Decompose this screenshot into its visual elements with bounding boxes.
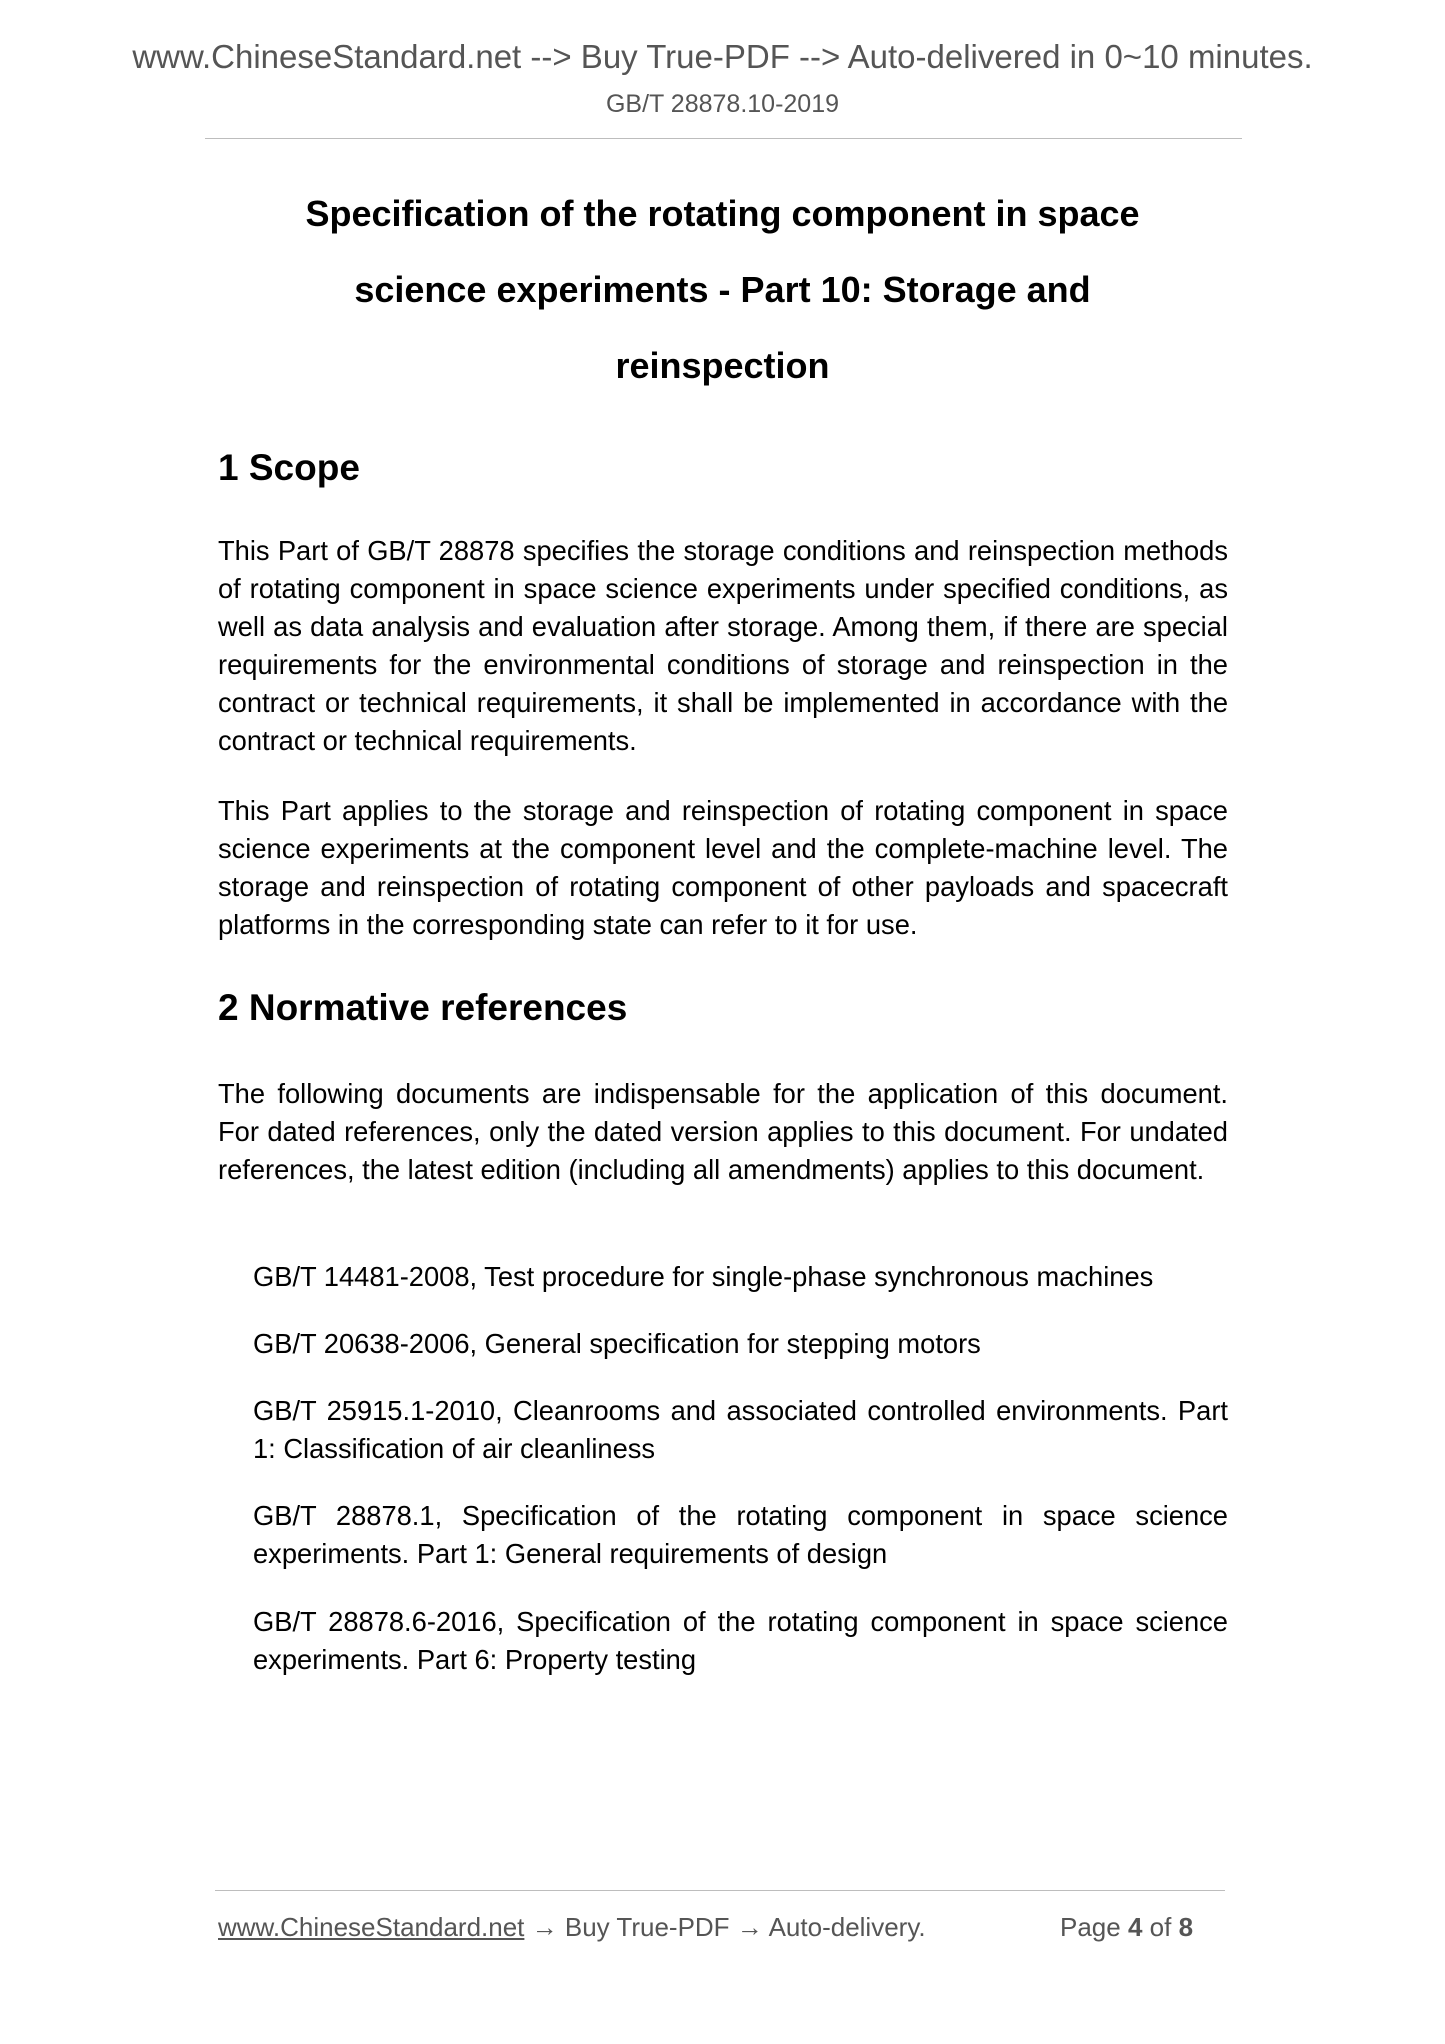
scope-paragraph-1: This Part of GB/T 28878 specifies the storage conditions and reinspection methods of rotating component in space science experiments under specified conditions, as well as data analysis and evaluation after storage. Among them, if there are special requirements for the environmental conditions of storage and reinspection in the contract or technical requirements, it shall be implemented in accordance with the contract or technical requirements.	[218, 535, 1228, 756]
page-current-number: 4	[1127, 1912, 1143, 1942]
footer-delivery-text: Auto-delivery.	[768, 1912, 926, 1942]
title-line-1: Specification of the rotating component in space	[305, 193, 1140, 234]
footer-buy-text: Buy True-PDF	[564, 1912, 730, 1942]
header-divider	[205, 138, 1242, 139]
footer-arrow: →	[729, 1912, 769, 1942]
title-line-2: science experiments - Part 10: Storage and	[354, 269, 1091, 310]
header-banner: www.ChineseStandard.net --> Buy True-PDF --> Auto-delivered in 0~10 minutes.	[132, 38, 1313, 75]
scope-paragraph-2: This Part applies to the storage and reinspection of rotating component in space science experiments at the component level and the complete-machine level. The storage and reinspection of rotating component of other payloads and spacecraft platforms in the corresponding state can refer to it for use.	[218, 795, 1228, 940]
page-label: Page	[1060, 1912, 1121, 1942]
footer-promo	[218, 1912, 926, 1943]
references-intro-paragraph: The following documents are indispensable for the application of this document. For dated references, only the dated version applies to this document. For undated references, the latest edition (including all amendments) applies to this document.	[218, 1078, 1228, 1185]
reference-item: GB/T 25915.1-2010, Cleanrooms and associated controlled environments. Part 1: Classification of air cleanliness	[253, 1395, 1228, 1464]
reference-item: GB/T 28878.1, Specification of the rotating component in space science experiments. Part 1: General requirements of design	[253, 1500, 1228, 1569]
title-line-3: reinspection	[615, 345, 830, 386]
section-heading-scope: 1 Scope	[218, 447, 360, 488]
footer-arrow: →	[524, 1912, 565, 1942]
header-standard-number: GB/T 28878.10-2019	[605, 90, 840, 118]
reference-item: GB/T 14481-2008, Test procedure for single-phase synchronous machines	[253, 1261, 1154, 1292]
document-title	[200, 176, 1245, 404]
page-indicator	[1060, 1912, 1193, 1943]
footer-site-link[interactable]: www.ChineseStandard.net	[218, 1912, 525, 1942]
footer-divider	[215, 1890, 1225, 1891]
page-of-label: of	[1149, 1912, 1172, 1942]
section-heading-normative-references: 2 Normative references	[218, 987, 628, 1028]
reference-item: GB/T 28878.6-2016, Specification of the rotating component in space science experiments. Part 6: Property testing	[253, 1606, 1228, 1675]
reference-item: GB/T 20638-2006, General specification for stepping motors	[253, 1328, 981, 1359]
page-total-number: 8	[1178, 1912, 1194, 1942]
